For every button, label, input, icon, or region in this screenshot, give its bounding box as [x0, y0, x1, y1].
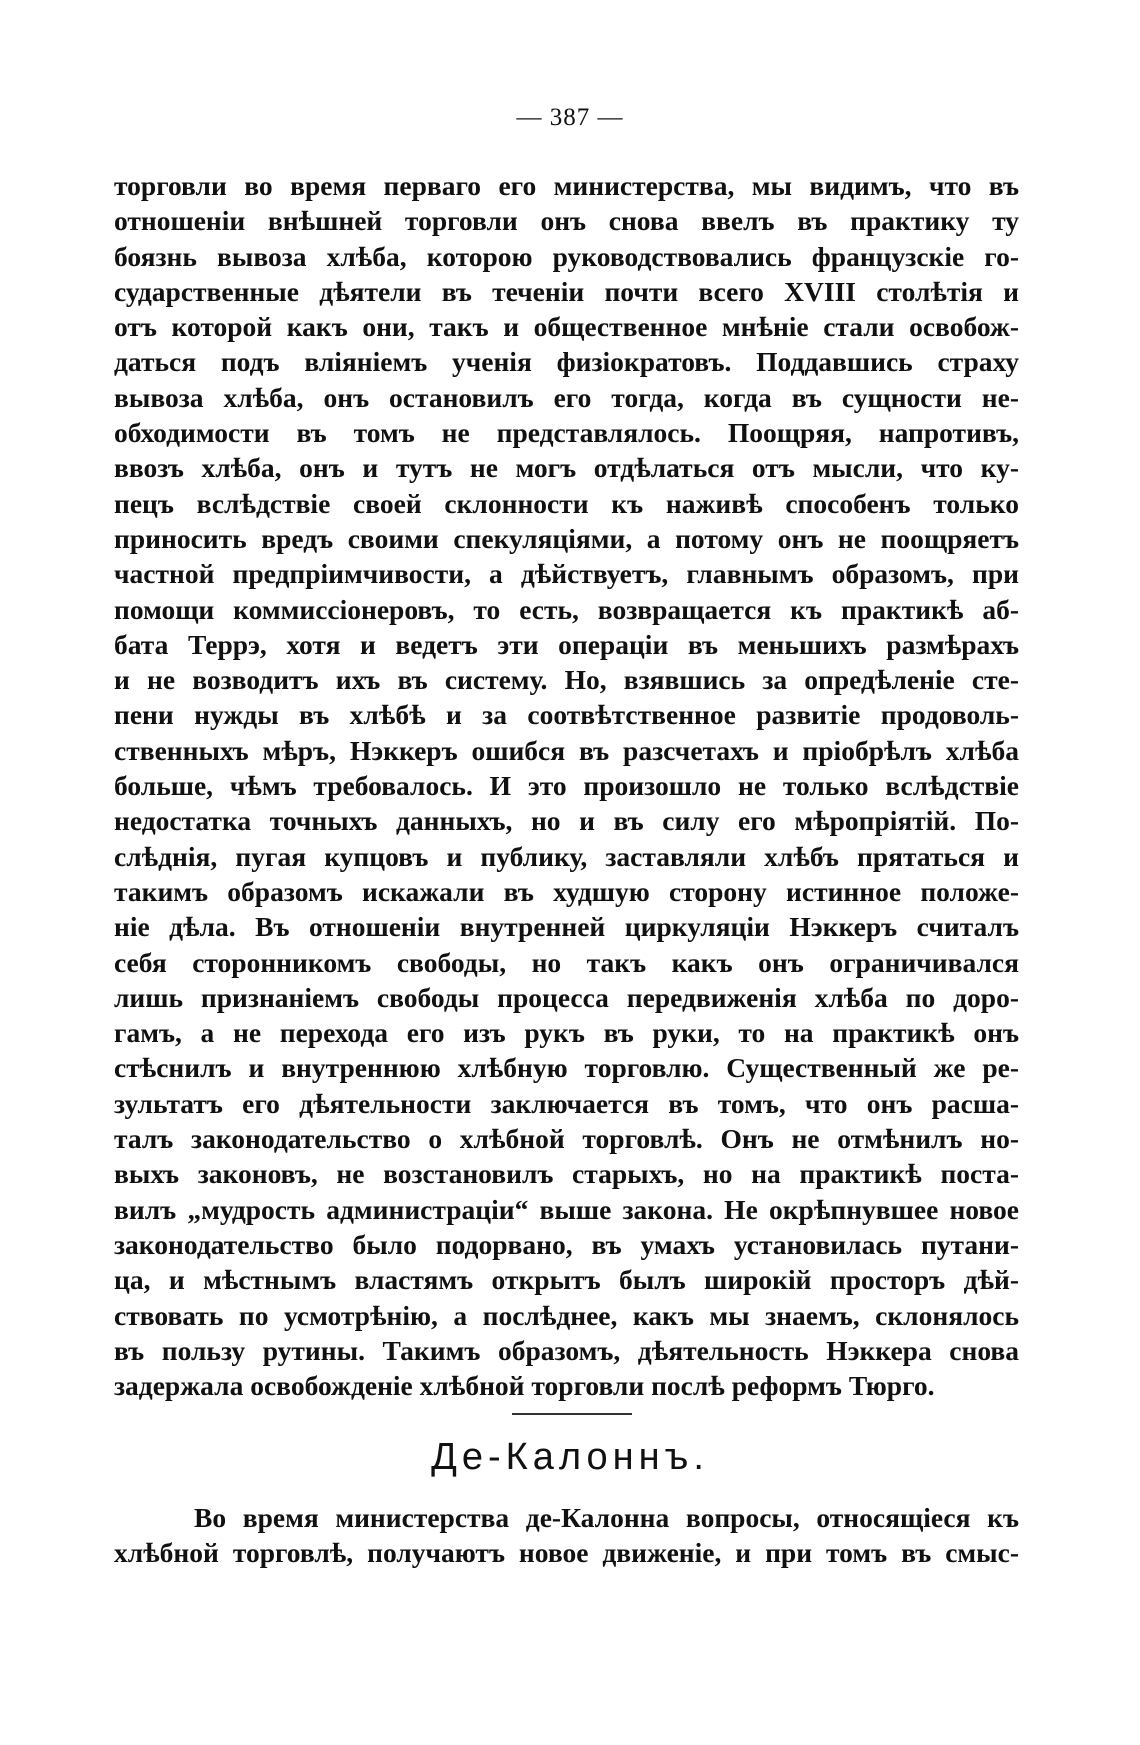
paragraph-line: отношеніи внѣшней торговли онъ снова ввелъ въ практику ту	[114, 205, 1019, 237]
paragraph-line: въ пользу рутины. Такимъ образомъ, дѣятельность Нэккера снова	[114, 1334, 1019, 1366]
paragraph-line: частной предпріимчивости, а дѣйствуетъ, главнымъ образомъ, при	[114, 558, 1019, 590]
paragraph-line: ствовать по усмотрѣнію, а послѣднее, какъ мы знаемъ, склонялось	[114, 1299, 1019, 1331]
paragraph-line: и не возводитъ ихъ въ систему. Но, взявшись за опредѣленіе сте-	[114, 664, 1019, 696]
section-divider	[512, 1413, 632, 1415]
paragraph-line: талъ законодательство о хлѣбной торговлѣ. Онъ не отмѣнилъ но-	[114, 1123, 1019, 1155]
paragraph-line: обходимости въ томъ не представлялось. Поощряя, напротивъ,	[114, 417, 1019, 449]
paragraph-line: боязнь вывоза хлѣба, которою руководствовались французскіе го-	[114, 240, 1019, 272]
paragraph-line: себя сторонникомъ свободы, но такъ какъ онъ ограничивался	[114, 946, 1019, 978]
paragraph-line: стѣснилъ и внутреннюю хлѣбную торговлю. Существенный же ре-	[114, 1052, 1019, 1084]
paragraph-line: бата Террэ, хотя и ведетъ эти операціи въ меньшихъ размѣрахъ	[114, 628, 1019, 660]
paragraph-line: законодательство было подорвано, въ умахъ установилась путани-	[114, 1228, 1019, 1260]
paragraph-line: недостатка точныхъ данныхъ, но и въ силу его мѣропріятій. По-	[114, 805, 1019, 837]
paragraph-line: ніе дѣла. Въ отношеніи внутренней циркуляціи Нэккеръ считалъ	[114, 911, 1019, 943]
paragraph-line: приносить вредъ своими спекуляціями, а потому онъ не поощряетъ	[114, 522, 1019, 554]
section-paragraph	[114, 1500, 1019, 1571]
paragraph-line: зультатъ его дѣятельности заключается въ томъ, что онъ расша-	[114, 1087, 1019, 1119]
paragraph-line: выхъ законовъ, не возстановилъ старыхъ, но на практикѣ поста-	[114, 1158, 1019, 1190]
paragraph-line: хлѣбной торговлѣ, получаютъ новое движеніе, и при томъ въ смыс-	[114, 1537, 1019, 1569]
paragraph-line: слѣднія, пугая купцовъ и публику, заставляли хлѣбъ прятаться и	[114, 840, 1019, 872]
paragraph-line: пени нужды въ хлѣбѣ и за соотвѣтственное развитіе продоволь-	[114, 699, 1019, 731]
paragraph-line: даться подъ вліяніемъ ученія физіократовъ. Поддавшись страху	[114, 346, 1019, 378]
page-number: — 387 —	[516, 104, 624, 131]
paragraph-line: ца, и мѣстнымъ властямъ открытъ былъ широкій просторъ дѣй-	[114, 1264, 1019, 1296]
paragraph-line: задержала освобожденіе хлѣбной торговли послѣ реформъ Тюрго.	[114, 1370, 935, 1402]
paragraph-line: ственныхъ мѣръ, Нэккеръ ошибся въ разсчетахъ и пріобрѣлъ хлѣба	[114, 734, 1019, 766]
paragraph-line: лишь признаніемъ свободы процесса передвиженія хлѣба по доро-	[114, 981, 1019, 1013]
paragraph-line: такимъ образомъ искажали въ худшую сторону истинное положе-	[114, 875, 1019, 907]
paragraph-line: гамъ, а не перехода его изъ рукъ въ руки, то на практикѣ онъ	[114, 1017, 1019, 1049]
paragraph-line: сударственные дѣятели въ теченіи почти всего XVIII столѣтія и	[114, 275, 1019, 307]
paragraph-line: больше, чѣмъ требовалось. И это произошло не только вслѣдствіе	[114, 770, 1019, 802]
paragraph-line: ввозъ хлѣба, онъ и тутъ не могъ отдѣлаться отъ мысли, что ку-	[114, 452, 1019, 484]
paragraph-line: вилъ „мудрость администраціи“ выше закона. Не окрѣпнувшее новое	[114, 1193, 1019, 1225]
paragraph-line: торговли во время перваго его министерства, мы видимъ, что въ	[114, 170, 1019, 201]
paragraph-line: вывоза хлѣба, онъ остановилъ его тогда, когда въ сущности не-	[114, 381, 1019, 413]
paragraph-line: Во время министерства де-Калонна вопросы, относящіеся къ	[194, 1502, 1019, 1533]
paragraph-line: отъ которой какъ они, такъ и общественное мнѣніе стали освобож-	[114, 311, 1019, 343]
paragraph-line: помощи коммиссіонеровъ, то есть, возвращается къ практикѣ аб-	[114, 593, 1019, 625]
paragraph-line: пецъ вслѣдствіе своей склонности къ наживѣ способенъ только	[114, 487, 1019, 519]
main-paragraph	[114, 168, 1019, 1403]
section-heading: Де-Калоннъ.	[431, 1436, 709, 1478]
